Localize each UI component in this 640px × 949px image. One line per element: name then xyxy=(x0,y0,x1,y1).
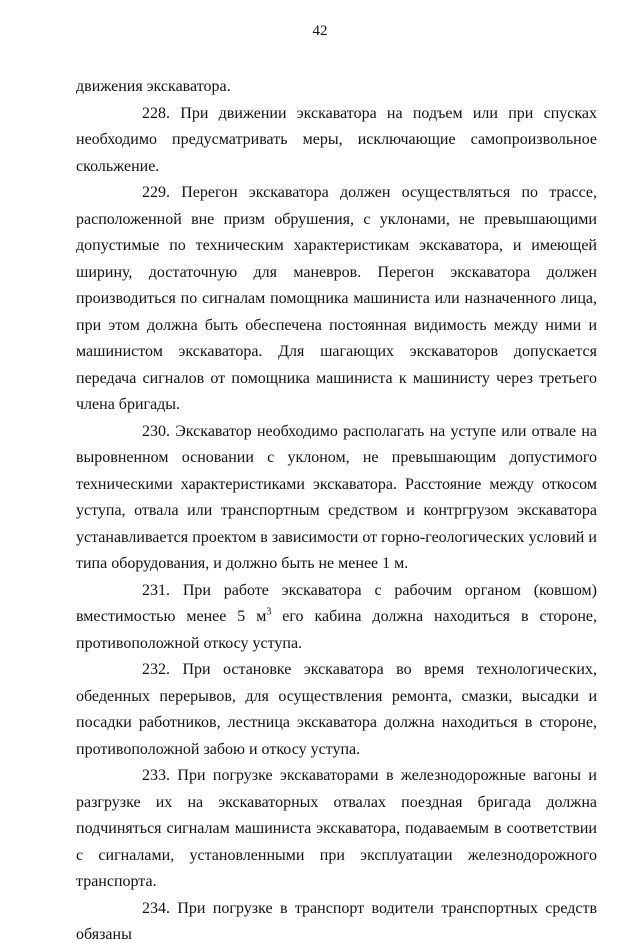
paragraph-231-text-end: его кабина должна находиться в стороне, противоположной откосу уступа. xyxy=(76,608,598,652)
cubic-superscript: 3 xyxy=(266,606,272,618)
paragraph-continuation: движения экскаватора. xyxy=(76,78,231,95)
paragraph-228: 228. При движении экскаватора на подъем или при спусках необходимо предусматривать меры, исключающие самопроизвольное скольжение. xyxy=(76,104,597,175)
paragraph-233: 233. При погрузке экскаваторами в железнодорожные вагоны и разгрузке их на экскаваторных отвалах поездная бригада должна подчиняться сигналам машиниста экскаватора, подаваемым в соответствии с сигналами, установленными при эксплуатации железнодорожного транспорта. xyxy=(76,767,597,890)
document-body xyxy=(76,74,597,949)
paragraph-230: 230. Экскаватор необходимо располагать на уступе или отвале на выровненном основании с уклоном, не превышающим допустимого техническими характеристиками экскаватора. Расстояние между откосом уступа, отвала или транспортным средством и контргрузом экскаватора устанавливается проектом в зависимости от горно-геологических условий и типа оборудования, и должно быть не менее 1 м. xyxy=(76,422,597,572)
paragraph-234: 234. При погрузке в транспорт водители транспортных средств обязаны xyxy=(76,899,597,943)
paragraph-231-text-start: 231. При работе экскаватора с рабочим органом (ковшом) вместимостью менее 5 м xyxy=(76,581,597,625)
paragraph-229: 229. Перегон экскаватора должен осуществляться по трассе, расположенной вне призм обрушения, с уклонами, не превышающими допустимые по техническим характеристикам экскаватора, и имеющей ширину, достаточную для маневров. Перегон экскаватора должен производиться по сигналам помощника машиниста или назначенного лица, при этом должна быть обеспечена постоянная видимость между ними и машинистом экскаватора. Для шагающих экскаваторов допускается передача сигналов от помощника машиниста к машинисту через третьего члена бригады. xyxy=(76,184,597,413)
paragraph-231 xyxy=(76,578,597,658)
page-number: 42 xyxy=(312,23,328,39)
paragraph-232: 232. При остановке экскаватора во время технологических, обеденных перерывов, для осуществления ремонта, смазки, высадки и посадки работников, лестница экскаватора должна находиться в стороне, противоположной забою и откосу уступа. xyxy=(76,661,597,758)
